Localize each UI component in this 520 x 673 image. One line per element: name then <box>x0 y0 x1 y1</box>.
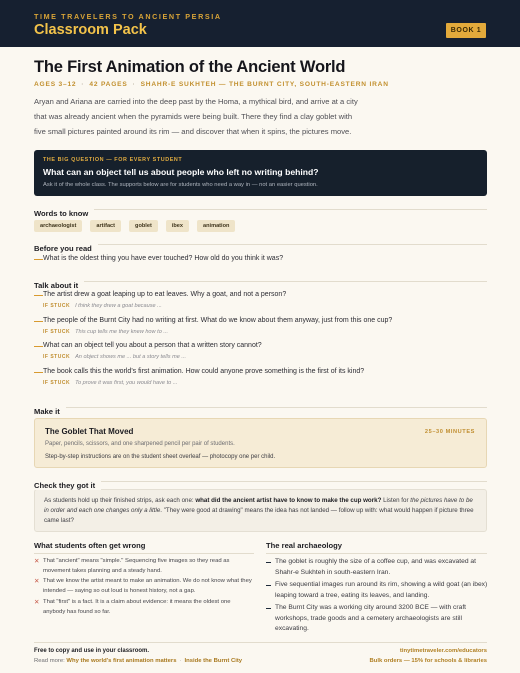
fact-text: Five sequential images run around its rim, showing a wild goat (an ibex) leaping toward a tree, eating its leaves, and landing. <box>275 581 488 599</box>
section-heading: Make it <box>34 407 66 416</box>
section-rule <box>34 281 487 282</box>
page-title: The First Animation of the Ancient World <box>34 58 346 76</box>
dash-bullet <box>34 321 43 322</box>
activity-materials: Paper, pencils, scissors, and one sharpened pencil per pair of students. <box>45 441 235 447</box>
vocab-chip: archaeologist <box>34 220 82 232</box>
meta-separator: · <box>132 81 136 88</box>
misconception-item <box>34 557 254 576</box>
misconception-item <box>34 577 254 596</box>
cross-icon: ✕ <box>34 558 40 565</box>
misconception-text: That we know the artist meant to make an animation. We do not know what they intended — saying so out loud is honest history, not a gap. <box>43 578 252 594</box>
activity-duration: 25–30 MINUTES <box>424 429 475 435</box>
fact-item <box>266 557 488 578</box>
footer-bulk-orders: Bulk orders — 15% for schools & libraries <box>369 658 487 664</box>
dash-bullet <box>266 608 271 609</box>
footer-url[interactable]: tinytimetraveler.com/educators <box>399 648 487 654</box>
cross-icon: ✕ <box>34 599 40 606</box>
real-heading: The real archaeology <box>266 541 342 550</box>
vocab-list <box>34 220 235 232</box>
check-box <box>34 489 487 532</box>
activity-instructions: Step-by-step instructions are on the student sheet overleaf — photocopy one per child. <box>45 454 276 460</box>
link-separator: · <box>179 658 182 664</box>
big-question-box <box>34 150 487 196</box>
dash-bullet <box>34 372 43 373</box>
section-heading: Before you read <box>34 244 98 253</box>
check-text: Listen for <box>381 497 411 504</box>
talk-question: The artist drew a goat leaping up to eat leaves. Why a goat, and not a person? <box>43 291 287 298</box>
dash-bullet <box>34 259 43 260</box>
dash-bullet <box>34 295 43 296</box>
section-heading: Check they got it <box>34 481 101 490</box>
hint-text: An object shows me ... but a story tells me ... <box>75 354 187 360</box>
link-first-animation[interactable]: Why the world's first animation matters <box>66 658 177 664</box>
meta-ages: AGES 3–12 <box>34 81 77 88</box>
activity-card <box>34 418 487 468</box>
section-rule <box>34 244 487 245</box>
fact-item <box>266 603 488 635</box>
meta-location: SHAHR-E SUKHTEH — THE BURNT CITY, SOUTH-EASTERN IRAN <box>140 81 389 88</box>
footer-read-more <box>34 658 242 664</box>
hint-text: This cup tells me they knew how to ... <box>75 329 169 335</box>
vocab-chip: artifact <box>90 220 121 232</box>
activity-title: The Goblet That Moved <box>45 427 134 436</box>
misconception-text: That "first" is a fact. It is a claim about evidence: it means the oldest one anybody has found so far. <box>43 599 231 615</box>
book-badge: BOOK 1 <box>446 23 486 38</box>
vocab-chip: animation <box>197 220 235 232</box>
intro-paragraph: Aryan and Ariana are carried into the deep past by the Homa, a mythical bird, and arrive at a city that was already ancient when the pyramids were being built. There they find a clay goblet with five small pictures painted around its rim — and discover that when it spins, the pictures move. <box>34 97 358 136</box>
section-heading: Talk about it <box>34 281 84 290</box>
check-text: . "They were good at drawing" means the idea has not landed — follow up with: what would happen if picture three came last? <box>44 507 474 525</box>
dash-bullet <box>34 346 43 347</box>
section-rule <box>34 209 487 210</box>
fact-item <box>266 580 488 601</box>
footer-free-note: Free to copy and use in your classroom. <box>34 648 150 654</box>
vocab-chip: goblet <box>129 220 158 232</box>
big-question-note: Ask it of the whole class. The supports below are for students who need a way in — not an easier question. <box>43 182 318 188</box>
section-before <box>34 238 487 253</box>
section-check <box>34 475 487 490</box>
if-stuck-hint <box>43 329 168 335</box>
series-kicker: TIME TRAVELERS TO ANCIENT PERSIA <box>34 12 222 21</box>
link-burnt-city[interactable]: Inside the Burnt City <box>184 658 243 664</box>
big-question-text: What can an object tell us about people who left no writing behind? <box>43 167 319 177</box>
fact-text: The Burnt City was a working city around 3200 BCE — with craft workshops, trade goods and a cemetery archaeologists are still excavating. <box>275 604 467 632</box>
section-talk <box>34 275 487 290</box>
section-make <box>34 401 487 416</box>
hint-text: To prove it was first, you would have to ... <box>75 380 178 386</box>
check-emphasis: the pictures have to be in order and each one changes only a little <box>44 497 473 515</box>
read-more-label: Read more: <box>34 658 65 664</box>
footer-rule <box>34 642 487 643</box>
hint-text: I think they drew a goat because ... <box>75 303 162 309</box>
big-question-kicker: THE BIG QUESTION — FOR EVERY STUDENT <box>43 157 183 163</box>
vocab-chip: ibex <box>166 220 189 232</box>
if-stuck-hint <box>43 303 162 309</box>
cross-icon: ✕ <box>34 578 40 585</box>
misconception-text: That "ancient" means "simple." Sequencing five images so they read as movement takes planning and a steady hand. <box>43 558 230 574</box>
if-stuck-hint <box>43 354 186 360</box>
before-question: What is the oldest thing you have ever touched? How old do you think it was? <box>43 255 284 262</box>
talk-question: The people of the Burnt City had no writing at first. What do we know about them anyway, just from this one cup? <box>43 317 393 324</box>
if-stuck-hint <box>43 380 177 386</box>
if-stuck-label: IF STUCK <box>43 329 71 335</box>
section-rule <box>34 553 254 554</box>
check-question: what did the ancient artist have to know to make the cup work? <box>195 497 382 504</box>
if-stuck-label: IF STUCK <box>43 303 71 309</box>
talk-question: The book calls this the world's first animation. How could anyone prove something is the first of its kind? <box>43 368 365 375</box>
fact-text: The goblet is roughly the size of a coffee cup, and was excavated at Shahr-e Sukhteh in south-eastern Iran. <box>275 558 476 576</box>
section-words <box>34 203 487 218</box>
talk-question: What can an object tell you about a person that a written story cannot? <box>43 342 262 349</box>
section-heading: Words to know <box>34 209 94 218</box>
if-stuck-label: IF STUCK <box>43 380 71 386</box>
dash-bullet <box>266 585 271 586</box>
section-rule <box>34 407 487 408</box>
meta-line <box>34 81 389 88</box>
section-rule <box>34 481 487 482</box>
if-stuck-label: IF STUCK <box>43 354 71 360</box>
meta-pages: 42 PAGES <box>89 81 128 88</box>
pack-title: Classroom Pack <box>34 22 147 38</box>
section-rule <box>266 553 487 554</box>
wrong-heading: What students often get wrong <box>34 541 146 550</box>
dash-bullet <box>266 562 271 563</box>
misconception-item <box>34 598 254 617</box>
page-header <box>0 0 520 47</box>
meta-separator: · <box>81 81 85 88</box>
check-text: As students hold up their finished strips, ask each one: <box>44 497 196 504</box>
